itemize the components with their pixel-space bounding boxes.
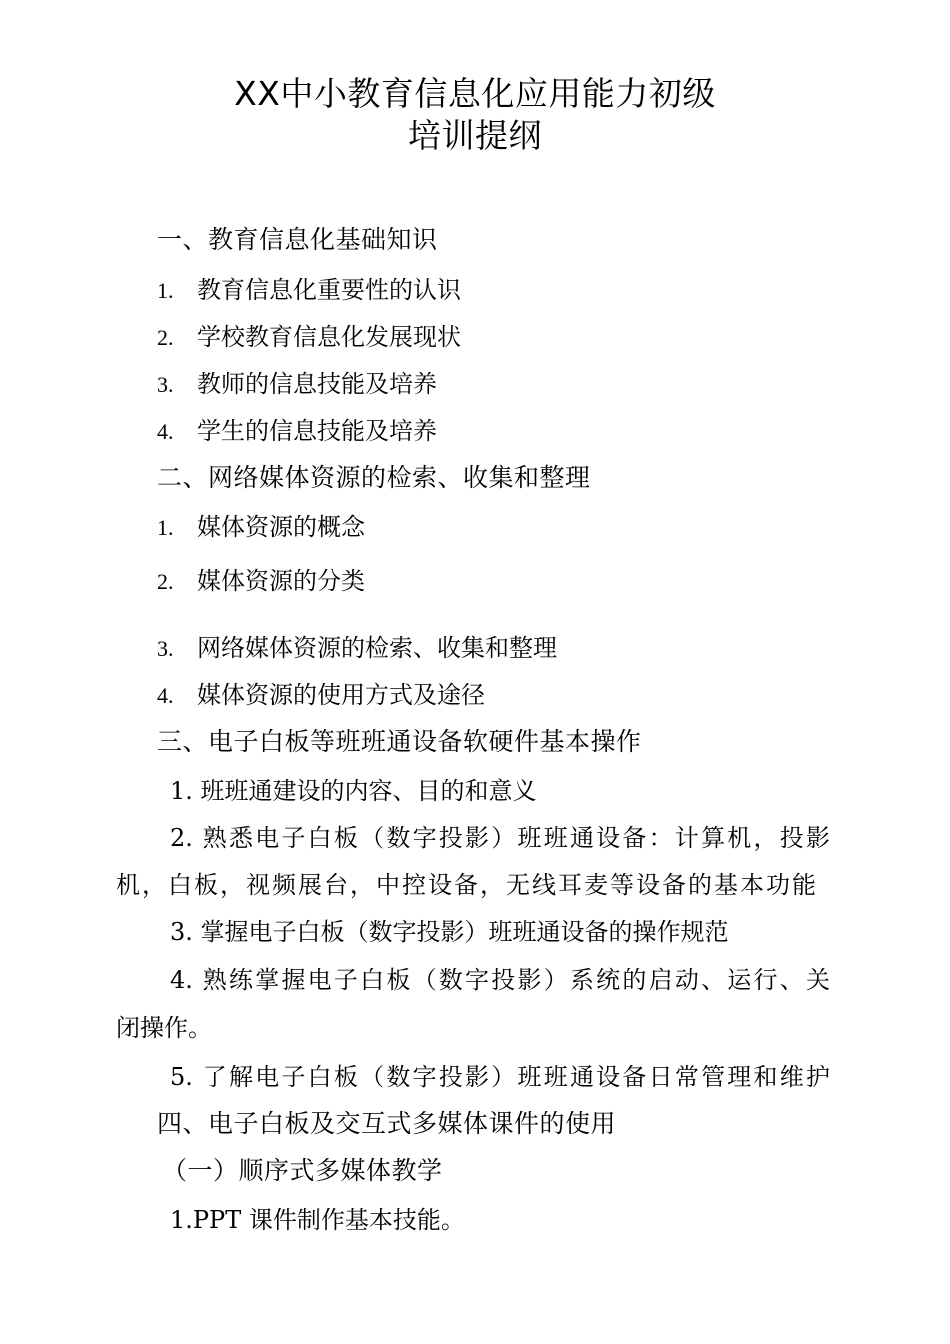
list-item-number: 4. bbox=[157, 419, 174, 444]
list-item bbox=[157, 275, 461, 306]
list-item bbox=[157, 369, 437, 400]
paragraph-line: 4. 熟练掌握电子白板（数字投影）系统的启动、运行、关 bbox=[170, 966, 830, 994]
list-item-text: 学生的信息技能及培养 bbox=[197, 417, 437, 445]
list-item-text: 学校教育信息化发展现状 bbox=[197, 323, 461, 351]
list-item-text: 媒体资源的分类 bbox=[197, 567, 365, 595]
paragraph-line: 5. 了解电子白板（数字投影）班班通设备日常管理和维护 bbox=[170, 1063, 830, 1091]
list-item bbox=[157, 680, 485, 711]
list-item-number: 3. bbox=[157, 636, 174, 661]
list-item-number: 2. bbox=[157, 325, 174, 350]
list-item bbox=[157, 322, 461, 353]
list-item-text: 网络媒体资源的检索、收集和整理 bbox=[197, 634, 557, 662]
list-item-text: 媒体资源的使用方式及途径 bbox=[197, 681, 485, 709]
list-item-text: 教师的信息技能及培养 bbox=[197, 370, 437, 398]
list-item-text: 教育信息化重要性的认识 bbox=[197, 276, 461, 304]
section-heading-1: 一、教育信息化基础知识 bbox=[157, 225, 438, 254]
document-title-line-2: 培训提纲 bbox=[408, 116, 542, 155]
list-item-number: 1. bbox=[157, 515, 174, 540]
paragraph-line: 1. 班班通建设的内容、目的和意义 bbox=[170, 777, 537, 805]
list-item-text: 媒体资源的概念 bbox=[197, 513, 365, 541]
list-item-number: 2. bbox=[157, 569, 174, 594]
list-item-number: 4. bbox=[157, 683, 174, 708]
section-heading-3: 三、电子白板等班班通设备软硬件基本操作 bbox=[157, 727, 642, 756]
paragraph-continuation: 闭操作。 bbox=[116, 1014, 212, 1042]
section-heading-4: 四、电子白板及交互式多媒体课件的使用 bbox=[157, 1109, 617, 1138]
paragraph-line: 2. 熟悉电子白板（数字投影）班班通设备：计算机，投影 bbox=[170, 824, 830, 852]
section-heading-2: 二、网络媒体资源的检索、收集和整理 bbox=[157, 463, 591, 492]
list-item bbox=[157, 633, 557, 664]
subsection-heading: （一）顺序式多媒体教学 bbox=[162, 1156, 443, 1185]
list-item bbox=[157, 566, 365, 597]
list-item-number: 3. bbox=[157, 372, 174, 397]
list-item bbox=[157, 512, 365, 543]
list-item-number: 1. bbox=[157, 278, 174, 303]
paragraph-line: 1.PPT 课件制作基本技能。 bbox=[170, 1206, 465, 1234]
paragraph-continuation: 机，白板，视频展台，中控设备，无线耳麦等设备的基本功能 bbox=[116, 871, 816, 899]
document-title-line-1: XX中小教育信息化应用能力初级 bbox=[234, 74, 716, 113]
paragraph-line: 3. 掌握电子白板（数字投影）班班通设备的操作规范 bbox=[170, 918, 729, 946]
list-item bbox=[157, 416, 437, 447]
